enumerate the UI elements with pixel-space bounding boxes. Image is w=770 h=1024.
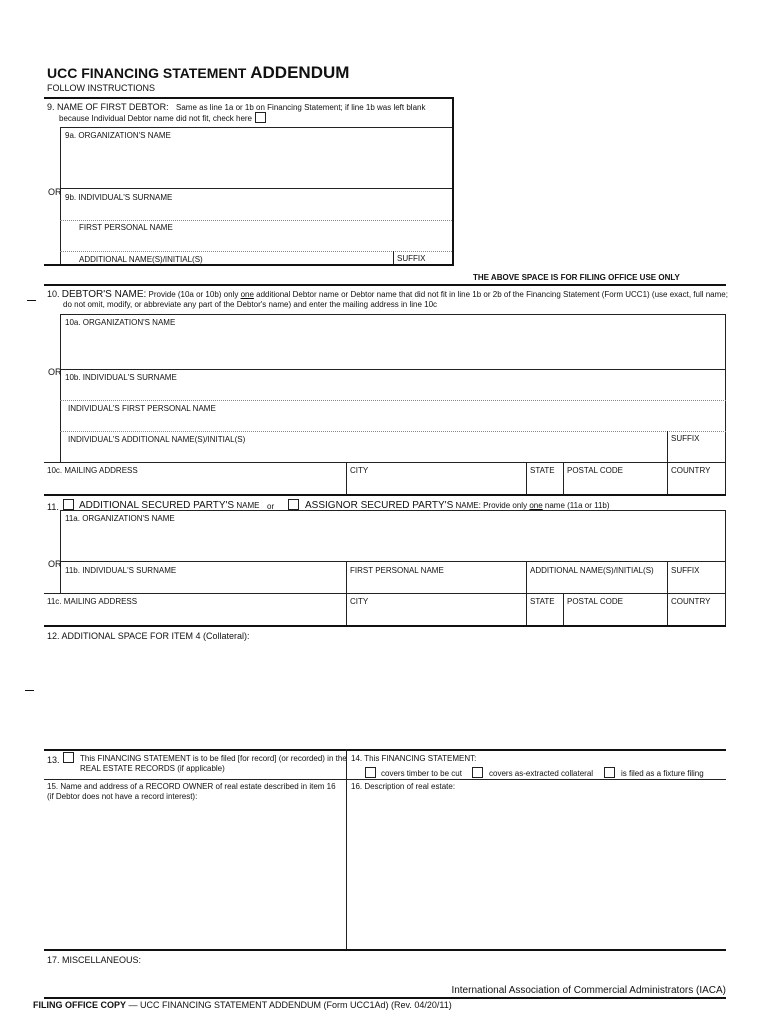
item11-num: 11. bbox=[47, 502, 59, 512]
item10c-line bbox=[44, 462, 726, 463]
item9-dash1 bbox=[60, 220, 452, 221]
box9-top-border bbox=[44, 97, 454, 99]
item9-additional-label: ADDITIONAL NAME(S)/INITIAL(S) bbox=[79, 255, 203, 264]
item10-suffix-divider bbox=[667, 431, 668, 462]
item12-label: 12. ADDITIONAL SPACE FOR ITEM 4 (Collateral): bbox=[47, 631, 250, 641]
item11-right-line bbox=[725, 510, 726, 625]
item11-assignor-label: ASSIGNOR SECURED PARTY'S NAME: Provide only one name (11a or 11b) bbox=[305, 500, 610, 511]
item9-first-name-label: FIRST PERSONAL NAME bbox=[79, 223, 173, 232]
item10b-line bbox=[60, 369, 726, 370]
item11b-line bbox=[60, 561, 726, 562]
item10c-div3 bbox=[563, 462, 564, 494]
item11-additional-checkbox[interactable] bbox=[63, 499, 74, 510]
item9-note-line2: because Individual Debtor name did not fit, check here bbox=[59, 114, 253, 123]
item14-opt1: covers timber to be cut bbox=[381, 769, 462, 778]
item10a-label: 10a. ORGANIZATION'S NAME bbox=[65, 318, 176, 327]
box11-top-border bbox=[44, 494, 726, 496]
item10c-postal: POSTAL CODE bbox=[567, 466, 624, 475]
item9b-label: 9b. INDIVIDUAL'S SURNAME bbox=[65, 193, 173, 202]
item9-same-checkbox[interactable] bbox=[255, 112, 266, 123]
item14-timber-checkbox[interactable] bbox=[365, 767, 376, 778]
item11-or: OR bbox=[48, 559, 62, 569]
item15-line2: (if Debtor does not have a record interest): bbox=[47, 792, 198, 801]
item9-label: 9. NAME OF FIRST DEBTOR: bbox=[47, 102, 169, 112]
item9-note-line1: Same as line 1a or 1b on Financing Statement; if line 1b was left blank bbox=[176, 103, 426, 112]
item13-num: 13. bbox=[47, 755, 60, 765]
box9-bottom-border bbox=[44, 264, 454, 266]
item9-or: OR bbox=[48, 187, 62, 197]
item10c-state: STATE bbox=[530, 466, 555, 475]
item15-line bbox=[44, 779, 726, 780]
item10b-label: 10b. INDIVIDUAL'S SURNAME bbox=[65, 373, 177, 382]
filing-office-note: THE ABOVE SPACE IS FOR FILING OFFICE USE ONLY bbox=[473, 273, 680, 282]
item11b-first-name: FIRST PERSONAL NAME bbox=[350, 566, 444, 575]
item11c-country: COUNTRY bbox=[671, 597, 711, 606]
item13-line1: This FINANCING STATEMENT is to be filed [for record] (or recorded) in the bbox=[80, 754, 347, 763]
item11a-line bbox=[60, 510, 726, 511]
box10-top-border bbox=[44, 284, 726, 286]
item9-line bbox=[60, 127, 452, 128]
item11-left-line bbox=[60, 510, 61, 593]
footer-copy: FILING OFFICE COPY — UCC FINANCING STATEMENT ADDENDUM (Form UCC1Ad) (Rev. 04/20/11) bbox=[33, 1000, 452, 1010]
item10-note-line2: do not omit, modify, or abbreviate any part of the Debtor's name) and enter the mailing address in line 10c bbox=[63, 300, 438, 309]
item10-right-line bbox=[725, 314, 726, 494]
item10-additional-label: INDIVIDUAL'S ADDITIONAL NAME(S)/INITIAL(S) bbox=[68, 435, 246, 444]
item10c-div2 bbox=[526, 462, 527, 494]
item11c-label: 11c. MAILING ADDRESS bbox=[47, 597, 138, 606]
item14-label: 14. This FINANCING STATEMENT: bbox=[351, 754, 477, 763]
item10-label: 10. DEBTOR'S NAME: Provide (10a or 10b) only one additional Debtor name or Debtor name that did not fit in line 1b or 2b of the Financing Statement (Form UCC1) (use exact, full name; bbox=[47, 289, 728, 300]
item11b-label: 11b. INDIVIDUAL'S SURNAME bbox=[65, 566, 177, 575]
item9-suffix-label: SUFFIX bbox=[397, 254, 426, 263]
item10c-div4 bbox=[667, 462, 668, 494]
item10-dash2 bbox=[60, 431, 726, 432]
item11c-city: CITY bbox=[350, 597, 369, 606]
item17-label: 17. MISCELLANEOUS: bbox=[47, 955, 142, 965]
item9b-line bbox=[60, 188, 452, 189]
item10-suffix-label: SUFFIX bbox=[671, 434, 700, 443]
item11a-label: 11a. ORGANIZATION'S NAME bbox=[65, 514, 175, 523]
margin-tick-1 bbox=[27, 300, 36, 301]
item11c-line bbox=[44, 593, 726, 594]
item10c-label: 10c. MAILING ADDRESS bbox=[47, 466, 138, 475]
box13-top-border bbox=[44, 749, 726, 751]
form-title: UCC FINANCING STATEMENT ADDENDUM bbox=[47, 63, 350, 82]
item9-suffix-divider bbox=[393, 251, 394, 265]
iaca-line: International Association of Commercial Administrators (IACA) bbox=[451, 985, 726, 996]
follow-instructions: FOLLOW INSTRUCTIONS bbox=[47, 83, 156, 93]
item13-line2: REAL ESTATE RECORDS (if applicable) bbox=[80, 764, 225, 773]
item11c-div3 bbox=[563, 593, 564, 625]
margin-tick-2 bbox=[25, 690, 34, 691]
item15-line1: 15. Name and address of a RECORD OWNER of real estate described in item 16 bbox=[47, 782, 336, 791]
item10c-div1 bbox=[346, 462, 347, 494]
box17-top-border bbox=[44, 949, 726, 951]
item10c-city: CITY bbox=[350, 466, 369, 475]
item16-label: 16. Description of real estate: bbox=[351, 782, 456, 791]
item10-first-name-label: INDIVIDUAL'S FIRST PERSONAL NAME bbox=[68, 404, 216, 413]
item11c-state: STATE bbox=[530, 597, 555, 606]
item11b-suffix: SUFFIX bbox=[671, 566, 700, 575]
box12-top-border bbox=[44, 625, 726, 627]
form-bottom-border bbox=[44, 997, 726, 999]
item11-additional-label: ADDITIONAL SECURED PARTY'S NAME bbox=[79, 500, 260, 511]
item14-opt3: is filed as a fixture filing bbox=[621, 769, 704, 778]
item10c-country: COUNTRY bbox=[671, 466, 711, 475]
item13-checkbox[interactable] bbox=[63, 752, 74, 763]
item10-or: OR bbox=[48, 367, 62, 377]
item11c-postal: POSTAL CODE bbox=[567, 597, 624, 606]
item11-or: or bbox=[267, 502, 275, 511]
box9-right-border bbox=[452, 97, 454, 265]
item11b-additional: ADDITIONAL NAME(S)/INITIAL(S) bbox=[530, 566, 654, 575]
item14-extracted-checkbox[interactable] bbox=[472, 767, 483, 778]
item10-dash1 bbox=[60, 400, 726, 401]
item14-opt2: covers as-extracted collateral bbox=[489, 769, 594, 778]
item14-fixture-checkbox[interactable] bbox=[604, 767, 615, 778]
item10-left-line bbox=[60, 314, 61, 462]
item11-assignor-checkbox[interactable] bbox=[288, 499, 299, 510]
item9a-label: 9a. ORGANIZATION'S NAME bbox=[65, 131, 171, 140]
item10a-line bbox=[60, 314, 726, 315]
